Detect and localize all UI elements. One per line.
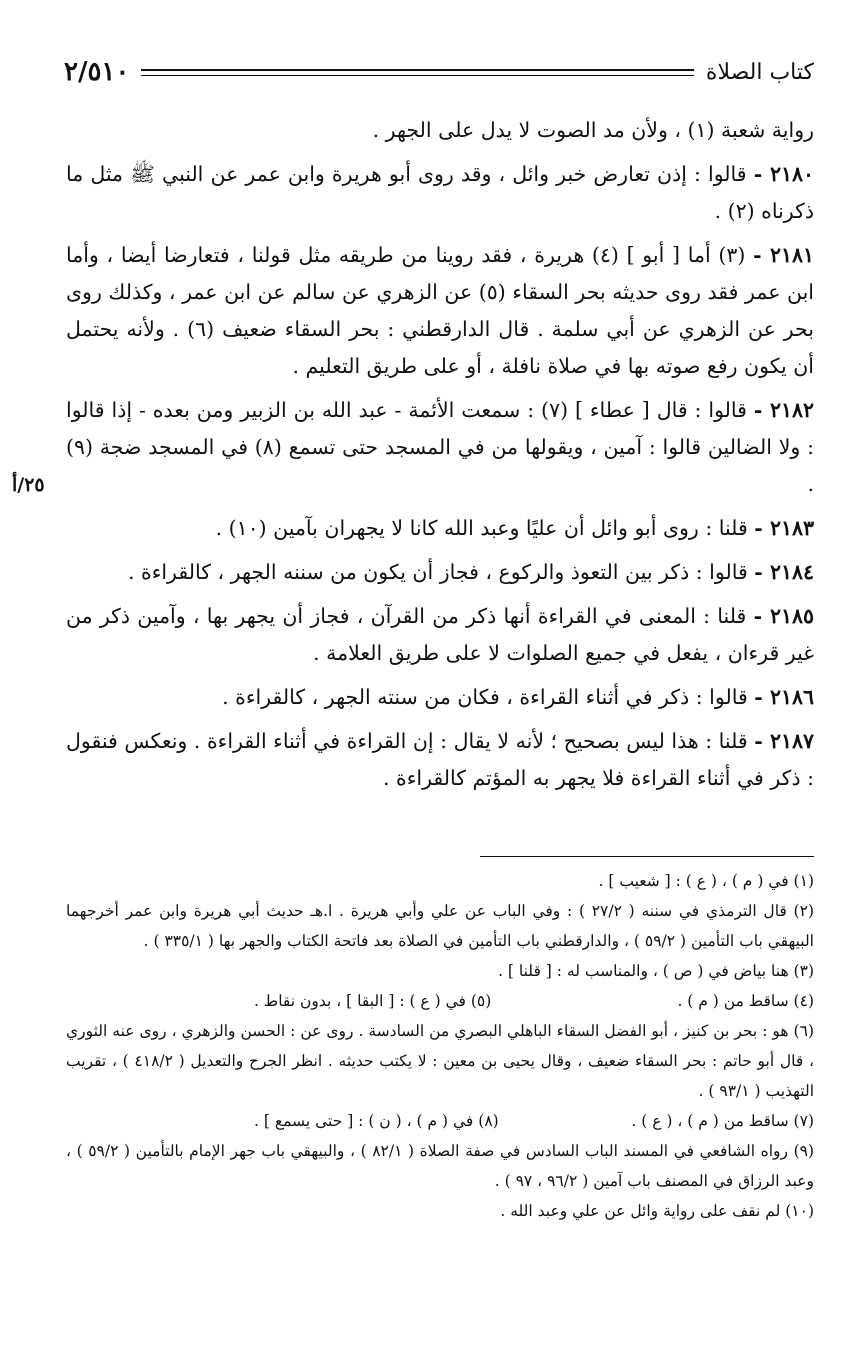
paragraph-2184 [66, 554, 814, 591]
paragraph-text: قلنا : روى أبو وائل أن عليًا وعبد الله كانا لا يجهران بآمين (١٠) . [215, 516, 748, 540]
footnote-6: (٦) هو : بحر بن كنيز ، أبو الفضل السقاء الباهلي البصري من السادسة . روى عن : الحسن والزهري ، روى عنه الثوري ، قال أبو حاتم : بحر السقاء ضعيف ، وقال يحيى بن معين : لا يكتب حديثه . انظر الجرح والتعديل ( ٤١٨/٢ ) ، تقريب التهذيب ( ٩٣/١ ) . [66, 1022, 814, 1100]
paragraph-continuation [66, 112, 814, 149]
margin-folio-marker: ٢٥/أ [12, 474, 45, 496]
paragraph-2186 [66, 679, 814, 716]
footnote-separator [480, 856, 814, 857]
paragraph-2183 [66, 510, 814, 547]
page-header [64, 52, 814, 92]
paragraph-2181 [66, 237, 814, 385]
paragraph-2180 [66, 156, 814, 230]
footnote-row-4-5 [254, 986, 814, 1016]
paragraph-number: ٢١٨٤ - [754, 560, 814, 584]
paragraph-2185 [66, 598, 814, 672]
footnote-2: (٢) قال الترمذي في سننه ( ٢٧/٢ ) : وفي الباب عن علي وأبي هريرة . ا.هـ حديث أبي هريرة وابن عمر أخرجهما البيهقي باب التأمين ( ٥٩/٢ ) ، والدارقطني باب التأمين في الصلاة بعد فاتحة الكتاب والجهر بها ( ٣٣٥/١ ) . [66, 902, 814, 950]
footnote-4: (٤) ساقط من ( م ) . [677, 992, 814, 1010]
footnote-9: (٩) رواه الشافعي في المسند الباب السادس في صفة الصلاة ( ٨٢/١ ) ، والبيهقي باب جهر الإمام بالتأمين ( ٥٩/٢ ) ، وعبد الرزاق في المصنف باب آمين ( ٩٦/٢ ، ٩٧ ) . [66, 1142, 815, 1190]
paragraph-text: قالوا : ذكر بين التعوذ والركوع ، فجاز أن يكون من سننه الجهر ، كالقراءة . [127, 560, 748, 584]
paragraph-number: ٢١٨٦ - [754, 685, 814, 709]
paragraph-number: ٢١٨٧ - [754, 729, 814, 753]
paragraph-text: (٣) أما [ أبو ] (٤) هريرة ، فقد روينا من طريقه مثل قولنا ، فتعارضا أيضا ، وأما ابن عمر فقد روى حديثه بحر السقاء (٥) عن الزهري عن سالم عن ابن عمر ، وكذلك روى بحر عن الزهري عن أبي سلمة . قال الدارقطني : بحر السقاء ضعيف (٦) . ولأنه يحتمل أن يكون رفع صوته بها في صلاة نافلة ، أو على طريق التعليم . [66, 243, 814, 378]
paragraph-text: قالوا : إذن تعارض خبر وائل ، وقد روى أبو هريرة وابن عمر عن النبي ﷺ مثل ما ذكرناه (٢) . [66, 162, 814, 223]
paragraph-2182 [66, 392, 814, 503]
header-rule [141, 69, 694, 76]
paragraph-text: رواية شعبة (١) ، ولأن مد الصوت لا يدل على الجهر . [372, 118, 814, 142]
paragraph-text: قلنا : هذا ليس بصحيح ؛ لأنه لا يقال : إن القراءة في أثناء القراءة . ونعكس فنقول : ذكر في أثناء القراءة فلا يجهر به المؤتم كالقراءة . [66, 729, 814, 790]
page-number: ٢/٥١٠ [64, 57, 130, 87]
footnotes [66, 866, 814, 1226]
running-title: كتاب الصلاة [705, 59, 814, 85]
footnote-7: (٧) ساقط من ( م ) ، ( ع ) . [631, 1112, 814, 1130]
paragraph-number: ٢١٨١ - [753, 243, 814, 267]
paragraph-number: ٢١٨٥ - [753, 604, 814, 628]
paragraph-number: ٢١٨٠ - [753, 162, 814, 186]
paragraph-text: قلنا : المعنى في القراءة أنها ذكر من القرآن ، فجاز أن يجهر بها ، وآمين ذكر من غير قرءان ، يفعل في جميع الصلوات لا على طريق العلامة . [66, 604, 814, 665]
paragraph-2187 [66, 723, 814, 797]
paragraph-number: ٢١٨٢ - [753, 398, 814, 422]
footnote-10: (١٠) لم نقف على رواية وائل عن علي وعبد الله . [500, 1202, 814, 1220]
footnote-row-7-8 [254, 1106, 814, 1136]
footnote-8: (٨) في ( م ) ، ( ن ) : [ حتى يسمع ] . [254, 1112, 499, 1130]
paragraph-number: ٢١٨٣ - [754, 516, 814, 540]
paragraph-text: قالوا : قال [ عطاء ] (٧) : سمعت الأئمة - عبد الله بن الزبير ومن بعده - إذا قالوا : ولا الضالين قالوا : آمين ، ويقولها من في المسجد حتى تسمع (٨) في المسجد ضجة (٩) . [66, 398, 814, 496]
paragraph-text: قالوا : ذكر في أثناء القراءة ، فكان من سنته الجهر ، كالقراءة . [222, 685, 748, 709]
main-text [66, 112, 814, 804]
footnote-1: (١) في ( م ) ، ( ع ) : [ شعيب ] . [598, 872, 814, 890]
footnote-3: (٣) هنا بياض في ( ص ) ، والمناسب له : [ قلنا ] . [498, 962, 814, 980]
footnote-5: (٥) في ( ع ) : [ البقا ] ، بدون نقاط . [254, 992, 492, 1010]
